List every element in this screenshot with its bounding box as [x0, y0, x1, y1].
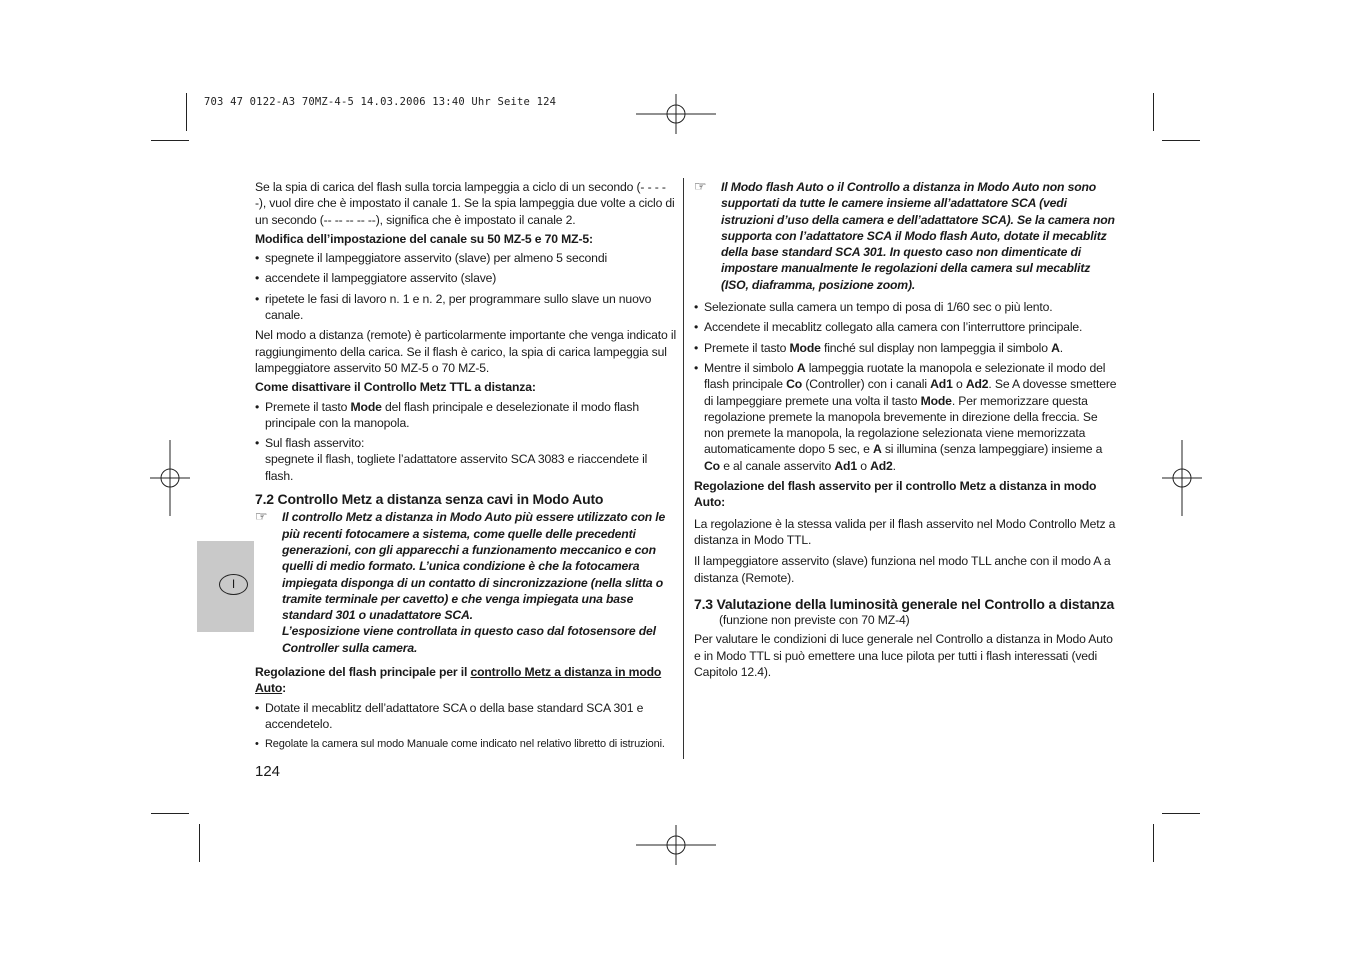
list-item: • Sul flash asservito: spegnete il flash, togliete l’adattatore asservito SCA 3083 e riaccendete il flash.	[255, 435, 677, 484]
left-column	[255, 179, 677, 757]
pointing-hand-icon: ☞	[255, 508, 268, 525]
list-item: • Regolate la camera sul modo Manuale come indicato nel relativo libretto di istruzioni.	[255, 736, 677, 752]
paragraph: La regolazione è la stessa valida per il flash asservito nel Modo Controllo Metz a distanza in Modo TTL.	[694, 516, 1116, 547]
section-heading: Regolazione del flash principale per il controllo Metz a distanza in modo Auto:	[255, 665, 662, 696]
section-heading: Regolazione del flash asservito per il controllo Metz a distanza in modo Auto:	[694, 479, 1097, 510]
paragraph: Nel modo a distanza (remote) è particolarmente importante che venga indicato il raggiungimento della carica. Se il flash è carico, la spia di carica lampeggia sul lampeggiatore asservito 50 MZ-5 o 70 MZ-5.	[255, 328, 677, 375]
registration-mark-icon	[636, 94, 716, 134]
paragraph: Il lampeggiatore asservito (slave) funziona nel modo TLL anche con il modo A a distanza (Remote).	[694, 554, 1111, 585]
page-number: 124	[255, 763, 281, 780]
right-column	[694, 179, 1118, 683]
section-heading: Modifica dell’impostazione del canale su 50 MZ-5 e 70 MZ-5:	[255, 231, 593, 246]
registration-mark-icon	[636, 825, 716, 865]
list-item: • accendete il lampeggiatore asservito (slave)	[255, 270, 677, 286]
note: ☞ Il Modo flash Auto o il Controllo a distanza in Modo Auto non sono supportati da tutte le camere insieme all’adattatore SCA (vedi istruzioni d’uso della camera e dell’adattatore SCA). Se la camera non supporta con l’adattatore SCA il Modo flash Auto, dotate il mecablitz della base standard SCA 301. In questo caso non dimenticate di impostare manualmente le regolazioni della camera sul mecablitz (ISO, diaframma, posizione zoom).	[694, 178, 1115, 292]
paragraph: Se la spia di carica del flash sulla torcia lampeggia a ciclo di un secondo (- - - - -), vuol dire che è impostato il canale 1. Se la spia lampeggia due volte a ciclo di un secondo (-- -- -- -- --), significa che è impostato il canale 2.	[255, 180, 675, 227]
chapter-heading: 7.2 Controllo Metz a distanza senza cavi in Modo Auto	[255, 491, 604, 508]
paragraph: Per valutare le condizioni di luce generale nel Controllo a distanza in Modo Auto e in Modo TTL si può emettere una luce pilota per tutti i flash interessati (vedi Capitolo 12.4).	[694, 632, 1113, 680]
list-item: • Selezionate sulla camera un tempo di posa di 1/60 sec o più lento.	[694, 299, 1118, 315]
chapter-subheading: (funzione non previste con 70 MZ-4)	[719, 613, 910, 628]
list-item: • Mentre il simbolo A lampeggia ruotate la manopola e selezionate il modo del flash principale Co (Controller) con i canali Ad1 o Ad2. Se A dovesse smettere di lampeggiare premete una volta il tasto Mode. Per memorizzare questa regolazione premete la manopola brevemente in direzione della freccia. Se non premete la manopola, la regolazione selezionata viene memorizzata automaticamente dopo 5 sec, e A si illumina (senza lampeggiare) insieme a Co e al canale asservito Ad1 o Ad2.	[694, 360, 1118, 474]
list-item: • Premete il tasto Mode finché sul display non lampeggia il simbolo A.	[694, 340, 1118, 356]
print-imprint: 703 47 0122-A3 70MZ-4-5 14.03.2006 13:40 Uhr Seite 124	[204, 96, 557, 108]
chapter-heading: 7.3 Valutazione della luminosità generale nel Controllo a distanza	[694, 595, 1115, 612]
language-tab-letter: I	[219, 574, 248, 595]
pointing-hand-icon: ☞	[694, 178, 707, 194]
note: ☞ Il controllo Metz a distanza in Modo Auto più essere utilizzato con le più recenti fotocamere a sistema, come quelle delle precedenti generazioni, con gli apparecchi a funzionamento meccanico e con quelli di medio formato. L’unica condizione è che la fotocamera impiegata disponga di un contatto di sincronizzazione (nella slitta o tramite terminale per cavetto) e che venga impiegata una base standard 301 o unadattatore SCA. L’esposizione viene controllata in questo caso dal fotosensore del Controller sulla camera.	[255, 508, 666, 655]
list-item: • Premete il tasto Mode del flash principale e deselezionate il modo flash principale con la manopola.	[255, 399, 677, 432]
registration-mark-icon	[1162, 440, 1202, 516]
list-item: • ripetete le fasi di lavoro n. 1 e n. 2, per programmare sullo slave un nuovo canale.	[255, 291, 677, 324]
list-item: • spegnete il lampeggiatore asservito (slave) per almeno 5 secondi	[255, 250, 677, 266]
column-divider	[683, 178, 684, 759]
registration-mark-icon	[150, 440, 190, 516]
section-heading: Come disattivare il Controllo Metz TTL a distanza:	[255, 380, 536, 395]
list-item: • Accendete il mecablitz collegato alla camera con l’interruttore principale.	[694, 319, 1118, 335]
list-item: • Dotate il mecablitz dell’adattatore SCA o della base standard SCA 301 e accendetelo.	[255, 700, 677, 733]
